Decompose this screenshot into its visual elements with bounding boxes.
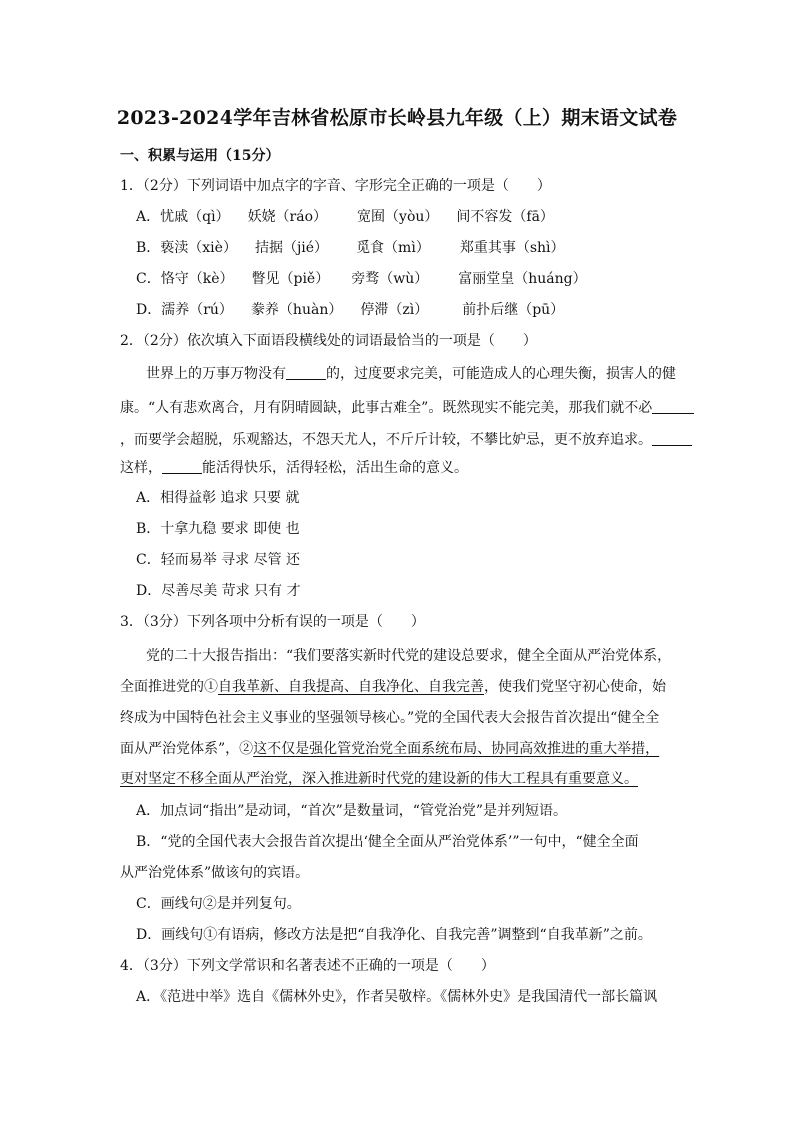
question-2-option-c: C．轻而易举 寻求 尽管 还 — [136, 552, 301, 568]
question-4-option-a: A．《范进中举》选自《儒林外史》，作者吴敬梓。《儒林外史》是我国清代一部长篇讽 — [136, 989, 658, 1005]
question-1-stem: 1．（2分）下列词语中加点字的字音、字形完全正确的一项是（ ） — [120, 178, 551, 194]
question-4-stem: 4．（3分）下列文学常识和名著表述不正确的一项是（ ） — [120, 958, 495, 974]
question-1-option-d: D．濡养（rú） 豢养（huàn） 停滞（zì） 前扑后继（pū） — [136, 302, 565, 318]
underlined-sentence-2: 这不仅是强化管党治党全面系统布局、协同高效推进的重大举措， — [253, 741, 660, 757]
answer-blank — [286, 365, 326, 380]
question-3-passage-line: 面从严治党体系”，②这不仅是强化管党治党全面系统布局、协同高效推进的重大举措， — [120, 741, 660, 757]
question-2-passage-line: 世界上的万事万物没有 的，过度要求完美，可能造成人的心理失衡，损害人的健 — [146, 366, 676, 382]
question-3-passage-line: 党的二十大报告指出：“我们要落实新时代党的建设总要求，健全全面从严治党体系， — [146, 648, 672, 664]
question-3-option-b: B．“党的全国代表大会报告首次提出‘健全全面从严治党体系’”一句中，“健全全面 — [136, 834, 639, 850]
question-3-option-d: D．画线句①有语病，修改方法是把“自我净化、自我完善”调整到“自我革新”之前。 — [136, 927, 652, 943]
question-3-passage-line: 终成为中国特色社会主义事业的坚强领导核心。”党的全国代表大会报告首次提出“健全全 — [120, 710, 660, 726]
question-3-passage-line: 全面推进党的①自我革新、自我提高、自我净化、自我完善，使我们党坚守初心使命，始 — [120, 679, 666, 695]
question-2-passage-line: ，而要学会超脱，乐观豁达，不怨天尤人，不斤斤计较，不攀比妒忌，更不放弃追求。 — [120, 431, 692, 449]
question-2-option-a: A．相得益彰 追求 只要 就 — [136, 490, 300, 506]
question-3-passage-line — [120, 770, 638, 788]
answer-blank — [652, 399, 694, 414]
question-1-option-a: A．忧戚（qì） 妖娆（ráo） 宽囿（yòu） 间不容发（fā） — [136, 209, 554, 225]
question-2-passage-line: 康。“人有悲欢离合，月有阴晴圆缺，此事古难全”。既然现实不能完美，那我们就不必 — [120, 399, 694, 417]
underlined-sentence-1: 自我革新、自我提高、自我净化、自我完善 — [218, 679, 484, 695]
question-2-option-d: D．尽善尽美 苛求 只有 才 — [136, 583, 301, 599]
question-3-option-b-cont: 从严治党体系”做该句的宾语。 — [120, 865, 310, 881]
section-heading: 一、积累与运用（15分） — [120, 148, 280, 164]
question-3-option-a: A．加点词“指出”是动词，“首次”是数量词，“管党治党”是并列短语。 — [136, 803, 568, 819]
answer-blank — [652, 431, 692, 446]
question-2-stem: 2．（2分）依次填入下面语段横线处的词语最恰当的一项是（ ） — [120, 333, 537, 349]
answer-blank — [162, 459, 202, 474]
question-1-option-b: B．亵渎（xiè） 拮据（jié） 觅食（mì） 郑重其事（shì） — [136, 240, 565, 256]
question-3-stem: 3．（3分）下列各项中分析有误的一项是（ ） — [120, 614, 425, 630]
question-2-option-b: B．十拿九稳 要求 即使 也 — [136, 521, 300, 537]
question-3-option-c: C．画线句②是并列复句。 — [136, 896, 301, 912]
underlined-sentence-2-cont: 更对坚定不移全面从严治党，深入推进新时代党的建设新的伟大工程具有重要意义。 — [120, 771, 638, 787]
question-1-option-c: C．恪守（kè） 瞥见（piě） 旁骛（wù） 富丽堂皇（huáng） — [136, 271, 587, 287]
exam-title: 2023-2024学年吉林省松原市长岭县九年级（上）期末语文试卷 — [116, 107, 678, 129]
question-2-passage-line: 这样， 能活得快乐，活得轻松，活出生命的意义。 — [120, 460, 468, 476]
